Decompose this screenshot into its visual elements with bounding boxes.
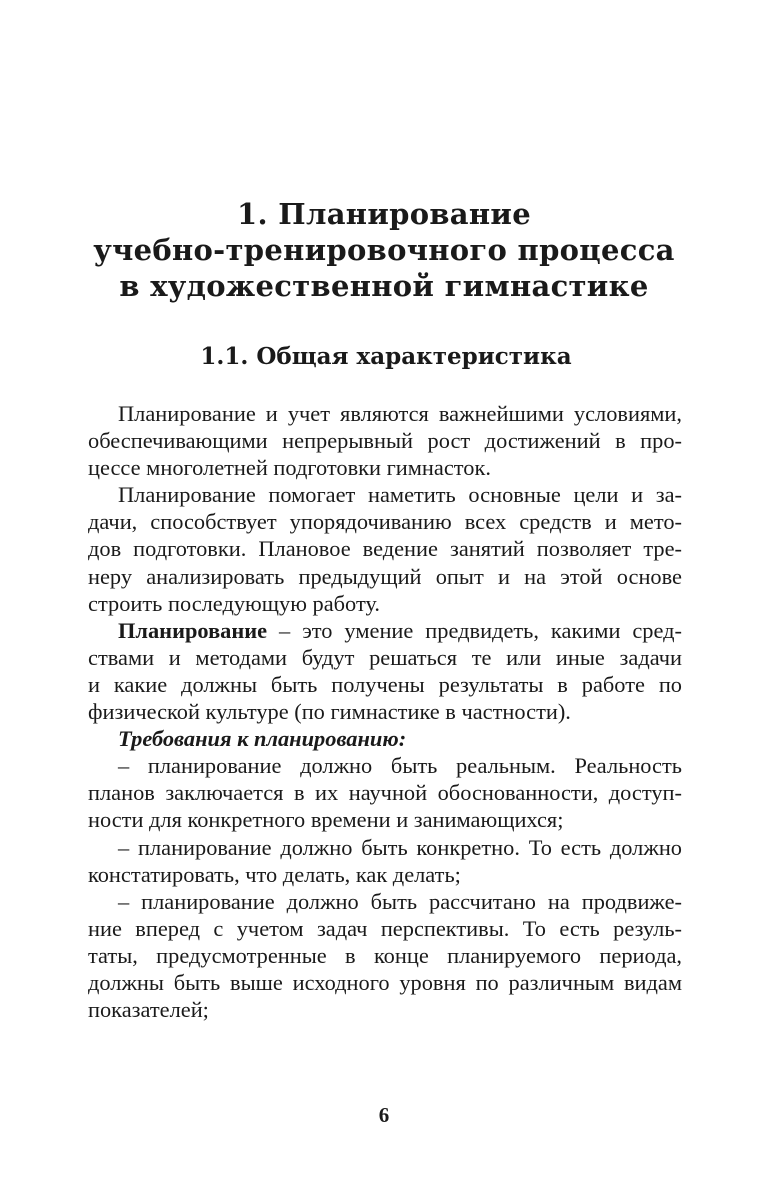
text-line: цессе многолетней подготовки гимнасток. xyxy=(88,455,491,481)
paragraph-planning-helps xyxy=(88,481,682,616)
chapter-title-line: учебно-тренировочного процесса xyxy=(93,233,675,267)
requirement-concrete xyxy=(88,834,682,888)
text-line: – планирование должно быть конкретно. То есть должно xyxy=(118,834,682,860)
text-line: показателей; xyxy=(88,997,209,1023)
text-line: строить последующую работу. xyxy=(88,590,380,616)
text-line: таты, предусмотренные в конце планируемого периода, xyxy=(88,942,682,968)
chapter-title-line: 1. Планирование xyxy=(237,197,531,231)
text-line: планов заключается в их научной обоснованности, доступ- xyxy=(88,780,682,806)
body-text xyxy=(88,400,682,1023)
definition-text: – это умение предвидеть, какими сред- xyxy=(267,617,682,643)
requirement-progressive xyxy=(88,888,682,1023)
text-line: Требования к планированию: xyxy=(118,726,407,752)
chapter-title-line: в художественной гимнастике xyxy=(119,269,649,303)
text-line: и какие должны быть получены результаты в работе по xyxy=(88,671,682,697)
text-line: обеспечивающими непрерывный рост достижений в про- xyxy=(88,428,682,454)
page-number: 6 xyxy=(378,1103,390,1127)
chapter-title xyxy=(0,196,768,304)
section-title: 1.1. Общая характеристика xyxy=(200,343,572,370)
text-line: констатировать, что делать, как делать; xyxy=(88,861,461,887)
term-planning: Планирование xyxy=(118,617,268,643)
requirements-heading xyxy=(88,725,682,752)
text-line: Планирование помогает наметить основные цели и за- xyxy=(118,482,682,508)
text-line xyxy=(88,617,682,644)
text-line: ствами и методами будут решаться те или иные задачи xyxy=(88,644,682,670)
text-line: – планирование должно быть реальным. Реальность xyxy=(118,753,682,779)
paragraph-planning-accounting xyxy=(88,400,682,481)
requirement-realistic xyxy=(88,752,682,833)
paragraph-planning-definition xyxy=(88,617,682,725)
text-line: должны быть выше исходного уровня по различным видам xyxy=(88,969,682,995)
text-line: – планирование должно быть рассчитано на продвиже- xyxy=(118,888,682,914)
text-line: неру анализировать предыдущий опыт и на этой основе xyxy=(88,563,682,589)
text-line: дачи, способствует упорядочиванию всех средств и мето- xyxy=(88,509,682,535)
text-line: физической культуре (по гимнастике в частности). xyxy=(88,699,571,725)
text-line: ности для конкретного времени и занимающихся; xyxy=(88,807,564,833)
text-line: ние вперед с учетом задач перспективы. То есть резуль- xyxy=(88,915,682,941)
text-line: Планирование и учет являются важнейшими условиями, xyxy=(118,401,682,426)
text-line: дов подготовки. Плановое ведение занятий позволяет тре- xyxy=(88,536,682,562)
